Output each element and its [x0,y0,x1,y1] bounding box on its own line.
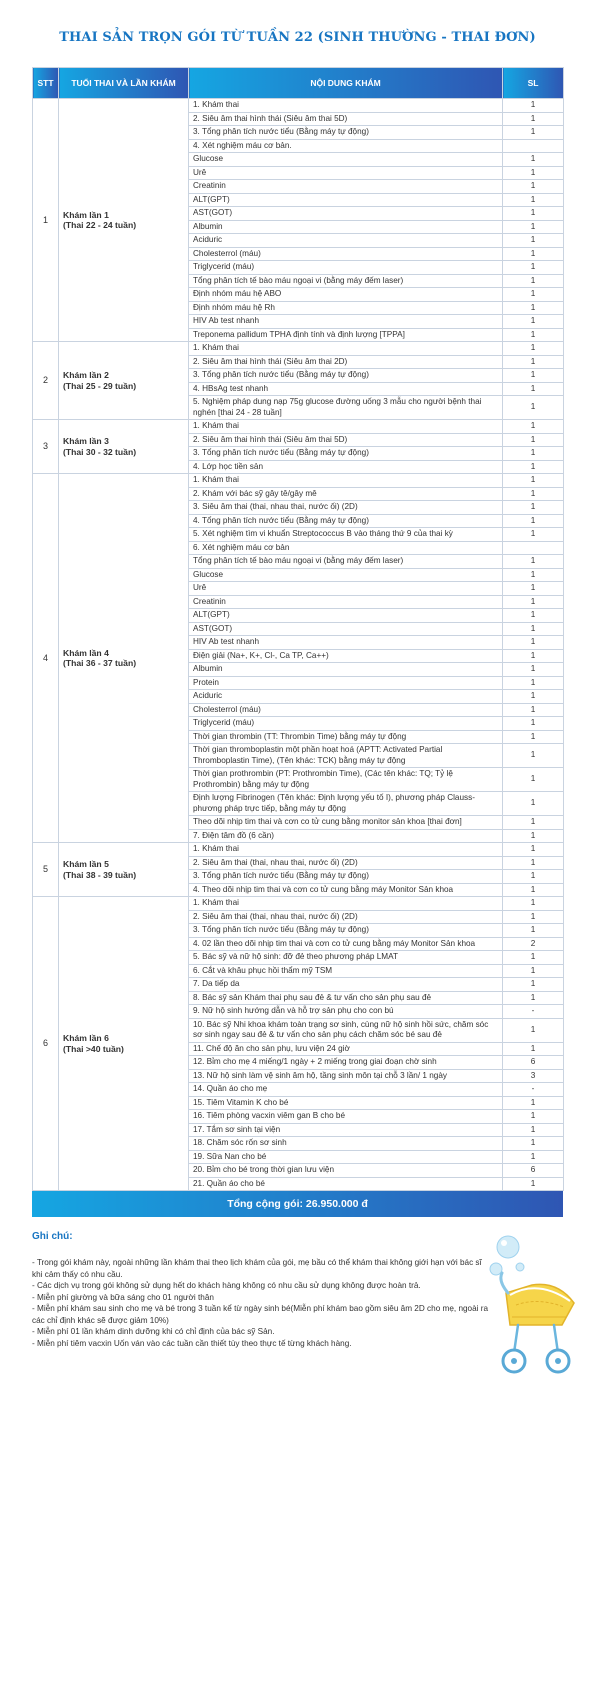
service-qty: 1 [503,663,564,677]
service-item: 11. Chế độ ăn cho sản phụ, lưu viện 24 giờ [189,1042,503,1056]
header-content: NỘI DUNG KHÁM [189,68,503,99]
visit-name: Khám lần 5 [63,859,109,869]
service-qty: 1 [503,964,564,978]
service-qty: 1 [503,234,564,248]
total-row [32,1191,563,1217]
service-qty: 1 [503,595,564,609]
visit-weeks: (Thai 25 - 29 tuần) [63,380,137,391]
package-table [32,67,564,1191]
service-qty: - [503,1005,564,1019]
page-title: THAI SẢN TRỌN GÓI TỪ TUẦN 22 (SINH THƯỜNG - THAI ĐƠN) [59,30,536,45]
service-qty: 1 [503,261,564,275]
service-item: 3. Siêu âm thai (thai, nhau thai, nước ối) (2D) [189,501,503,515]
visit-weeks: (Thai >40 tuần) [63,1043,124,1054]
service-item: 2. Khám với bác sỹ gây tê/gây mê [189,487,503,501]
visit-stt: 5 [33,843,59,897]
service-item: 5. Xét nghiệm tìm vi khuẩn Streptococcus B vào tháng thứ 9 của thai kỳ [189,528,503,542]
service-qty: 1 [503,501,564,515]
service-item: 1. Khám thai [189,474,503,488]
visit-weeks: (Thai 30 - 32 tuần) [63,446,137,457]
service-item: Glucose [189,568,503,582]
visit-stt: 1 [33,99,59,342]
service-qty: 1 [503,690,564,704]
service-qty: 1 [503,207,564,221]
service-item: 4. 02 lần theo dõi nhịp tim thai và cơn co tử cung bằng máy Monitor Sản khoa [189,937,503,951]
visit-stt: 4 [33,474,59,843]
service-qty: 1 [503,609,564,623]
service-item: Creatinin [189,595,503,609]
service-item: 9. Nữ hộ sinh hướng dẫn và hỗ trợ sản phụ cho con bú [189,1005,503,1019]
visit-name: Khám lần 4 [63,647,109,658]
service-qty: - [503,1083,564,1097]
table-row [33,99,564,113]
visit-weeks: (Thai 36 - 37 tuần) [63,658,137,668]
service-qty: 1 [503,328,564,342]
service-qty: 1 [503,816,564,830]
service-item: 3. Tổng phân tích nước tiểu (Bằng máy tự động) [189,924,503,938]
service-qty: 1 [503,126,564,140]
service-qty: 1 [503,447,564,461]
service-qty: 1 [503,288,564,302]
service-item: 8. Bác sỹ sản Khám thai phụ sau đẻ & tư vấn cho sản phụ sau đẻ [189,991,503,1005]
service-item: Theo dõi nhịp tim thai và cơn co tử cung bằng monitor sản khoa [thai đơn] [189,816,503,830]
service-qty: 6 [503,1164,564,1178]
service-qty: 1 [503,514,564,528]
visit-stt: 3 [33,420,59,474]
service-item: ALT(GPT) [189,609,503,623]
table-row [33,342,564,356]
service-qty: 1 [503,622,564,636]
visit-name: Khám lần 3 [63,436,109,446]
service-qty: 1 [503,991,564,1005]
service-item: 4. Lớp học tiền sản [189,460,503,474]
visit-stt: 6 [33,897,59,1191]
service-qty [503,541,564,555]
service-qty: 1 [503,676,564,690]
service-qty: 1 [503,1042,564,1056]
service-qty: 1 [503,555,564,569]
visit-label [59,843,189,897]
service-item: 4. Tổng phân tích nước tiểu (Bằng máy tự động) [189,514,503,528]
total-text: Tổng cộng gói: 26.950.000 đ [227,1198,368,1210]
service-item: Aciduric [189,234,503,248]
table-row [33,897,564,911]
service-item: 20. Bỉm cho bé trong thời gian lưu viện [189,1164,503,1178]
visit-weeks: (Thai 22 - 24 tuần) [63,220,137,230]
service-qty: 1 [503,420,564,434]
note-item: - Trong gói khám này, ngoài những lần khám thai theo lịch khám của gói, mẹ bầu có thể khám thai không giới hạn với bác sĩ khi cảm thấy có nhu cầu. [32,1258,482,1279]
service-qty: 1 [503,474,564,488]
service-qty: 1 [503,369,564,383]
service-item: 3. Tổng phân tích nước tiểu (Bằng máy tự động) [189,870,503,884]
service-item: Albumin [189,220,503,234]
note-item: - Miễn phí khám sau sinh cho mẹ và bé trong 3 tuần kể từ ngày sinh bé(Miễn phí khám bao gồm siêu âm 2D cho mẹ, ngoài ra các chỉ định khác sẽ được giảm 10%) [32,1304,489,1325]
service-item: Thời gian thrombin (TT: Thrombin Time) bằng máy tự động [189,730,503,744]
service-item: 6. Xét nghiệm máu cơ bản [189,541,503,555]
service-item: 15. Tiêm Vitamin K cho bé [189,1096,503,1110]
service-item: 21. Quần áo cho bé [189,1177,503,1191]
service-qty: 1 [503,792,564,816]
note-item: - Miễn phí tiêm vacxin Uốn ván vào các tuần cần thiết tùy theo thực tế từng khách hàng. [32,1338,352,1348]
service-item: AST(GOT) [189,622,503,636]
service-qty: 1 [503,582,564,596]
service-qty: 1 [503,193,564,207]
service-qty: 1 [503,951,564,965]
service-item: Cholesterrol (máu) [189,703,503,717]
service-qty: 1 [503,870,564,884]
service-item: 17. Tắm sơ sinh tại viện [189,1123,503,1137]
service-qty: 1 [503,1110,564,1124]
service-item: 1. Khám thai [189,420,503,434]
service-qty: 1 [503,744,564,768]
service-item: 2. Siêu âm thai hình thái (Siêu âm thai 5D) [189,433,503,447]
service-item: 12. Bỉm cho mẹ 4 miếng/1 ngày + 2 miếng trong giai đoạn chờ sinh [189,1056,503,1070]
service-qty: 1 [503,396,564,420]
service-qty: 1 [503,1096,564,1110]
note-item: - Các dịch vụ trong gói không sử dụng hết do khách hàng không có nhu cầu sử dụng không được hoàn trả. [32,1281,421,1290]
service-item: 4. Theo dõi nhịp tim thai và cơn co tử cung bằng máy Monitor Sản khoa [189,883,503,897]
header-qty: SL [503,68,564,99]
notes-heading: Ghi chú: [32,1231,73,1242]
service-qty: 1 [503,649,564,663]
service-item: 7. Da tiếp da [189,978,503,992]
service-item: 2. Siêu âm thai (thai, nhau thai, nước ối) (2D) [189,856,503,870]
service-item: 1. Khám thai [189,342,503,356]
service-qty: 1 [503,153,564,167]
service-qty: 6 [503,1056,564,1070]
service-qty: 1 [503,460,564,474]
baby-stroller-icon [488,1233,580,1383]
service-qty: 1 [503,843,564,857]
service-qty: 1 [503,99,564,113]
service-item: Tổng phân tích tế bào máu ngoại vi (bằng máy đếm laser) [189,555,503,569]
service-item: Thời gian thromboplastin một phần hoạt hoá (APTT: Activated Partial Thromboplastin Time), (Tên khác: TCK) bằng máy tự động [189,744,503,768]
visit-name: Khám lần 2 [63,370,109,380]
service-qty: 1 [503,1137,564,1151]
service-qty: 1 [503,112,564,126]
visit-label [59,342,189,420]
service-item: Triglycerid (máu) [189,717,503,731]
service-item: Glucose [189,153,503,167]
service-qty [503,139,564,153]
header-stt: STT [33,68,59,99]
visit-label [59,99,189,342]
service-qty: 1 [503,166,564,180]
service-qty: 2 [503,937,564,951]
service-qty: 1 [503,1018,564,1042]
service-qty: 1 [503,703,564,717]
service-qty: 1 [503,301,564,315]
service-qty: 1 [503,247,564,261]
service-item: 19. Sữa Nan cho bé [189,1150,503,1164]
service-item: Định lượng Fibrinogen (Tên khác: Định lượng yếu tố I), phương pháp Clauss- phương pháp trực tiếp, bằng máy tự động [189,792,503,816]
service-qty: 1 [503,924,564,938]
service-qty: 1 [503,717,564,731]
visit-label [59,897,189,1191]
service-item: Protein [189,676,503,690]
service-qty: 3 [503,1069,564,1083]
service-item: Thời gian prothrombin (PT: Prothrombin Time), (Các tên khác: TQ; Tỷ lệ Prothrombin) bằng máy tự động [189,768,503,792]
service-item: Triglycerid (máu) [189,261,503,275]
service-qty: 1 [503,568,564,582]
service-qty: 1 [503,433,564,447]
service-item: Định nhóm máu hệ Rh [189,301,503,315]
table-row [33,420,564,434]
service-item: 2. Siêu âm thai (thai, nhau thai, nước ối) (2D) [189,910,503,924]
service-item: 1. Khám thai [189,99,503,113]
service-item: 4. HBsAg test nhanh [189,382,503,396]
visit-label [59,474,189,843]
service-item: Điện giải (Na+, K+, Cl-, Ca TP, Ca++) [189,649,503,663]
service-item: Cholesterrol (máu) [189,247,503,261]
service-item: 7. Điện tâm đồ (6 cần) [189,829,503,843]
service-item: 4. Xét nghiệm máu cơ bản. [189,139,503,153]
service-item: 16. Tiêm phòng vacxin viêm gan B cho bé [189,1110,503,1124]
service-item: Urê [189,582,503,596]
visit-label [59,420,189,474]
notes-list [32,1257,492,1349]
service-item: 3. Tổng phân tích nước tiểu (Bằng máy tự động) [189,126,503,140]
service-qty: 1 [503,1150,564,1164]
service-item: Creatinin [189,180,503,194]
service-item: 3. Tổng phân tích nước tiểu (Bằng máy tự động) [189,369,503,383]
service-item: 10. Bác sỹ Nhi khoa khám toàn trạng sơ sinh, cùng nữ hộ sinh hồi sức, chăm sóc sơ sinh ngay sau đẻ & tư vấn cho sản phụ cách chăm sóc bé sau đẻ [189,1018,503,1042]
service-qty: 1 [503,856,564,870]
service-qty: 1 [503,274,564,288]
service-item: 5. Bác sỹ và nữ hộ sinh: đỡ đẻ theo phương pháp LMAT [189,951,503,965]
service-item: 1. Khám thai [189,843,503,857]
service-item: Urê [189,166,503,180]
service-item: 13. Nữ hộ sinh làm vệ sinh âm hộ, tầng sinh môn tại chỗ 3 lần/ 1 ngày [189,1069,503,1083]
note-item: - Miễn phí giường và bữa sáng cho 01 người thân [32,1292,214,1302]
service-qty: 1 [503,897,564,911]
service-qty: 1 [503,910,564,924]
service-qty: 1 [503,730,564,744]
service-item: 5. Nghiệm pháp dung nạp 75g glucose đường uống 3 mẫu cho người bệnh thai nghén [thai 24 - 28 tuần] [189,396,503,420]
service-qty: 1 [503,528,564,542]
service-item: Định nhóm máu hệ ABO [189,288,503,302]
table-body [33,99,564,1191]
service-qty: 1 [503,355,564,369]
visit-name: Khám lần 1 [63,209,109,220]
note-item: - Miễn phí 01 lần khám dinh dưỡng khi có chỉ định của bác sỹ Sản. [32,1327,275,1336]
service-qty: 1 [503,768,564,792]
header-visit: TUỔI THAI VÀ LẦN KHÁM [59,68,189,99]
table-header-row [33,68,564,99]
service-qty: 1 [503,978,564,992]
service-qty: 1 [503,487,564,501]
service-item: 2. Siêu âm thai hình thái (Siêu âm thai 5D) [189,112,503,126]
service-qty: 1 [503,829,564,843]
service-item: AST(GOT) [189,207,503,221]
visit-weeks: (Thai 38 - 39 tuần) [63,869,137,880]
service-item: Tổng phân tích tế bào máu ngoại vi (bằng máy đếm laser) [189,274,503,288]
service-item: 3. Tổng phân tích nước tiểu (Bằng máy tự động) [189,447,503,461]
service-qty: 1 [503,342,564,356]
visit-stt: 2 [33,342,59,420]
service-qty: 1 [503,883,564,897]
service-item: 2. Siêu âm thai hình thái (Siêu âm thai 2D) [189,355,503,369]
service-qty: 1 [503,220,564,234]
service-item: 18. Chăm sóc rốn sơ sinh [189,1137,503,1151]
service-item: Albumin [189,663,503,677]
table-row [33,843,564,857]
visit-name: Khám lần 6 [63,1033,109,1043]
service-item: Aciduric [189,690,503,704]
service-qty: 1 [503,382,564,396]
service-item: 14. Quần áo cho mẹ [189,1083,503,1097]
table-row [33,474,564,488]
service-item: ALT(GPT) [189,193,503,207]
service-item: HIV Ab test nhanh [189,315,503,329]
service-qty: 1 [503,180,564,194]
service-item: 6. Cắt và khâu phục hồi thẩm mỹ TSM [189,964,503,978]
service-item: HIV Ab test nhanh [189,636,503,650]
service-item: 1. Khám thai [189,897,503,911]
service-qty: 1 [503,1123,564,1137]
service-qty: 1 [503,1177,564,1191]
service-qty: 1 [503,636,564,650]
service-qty: 1 [503,315,564,329]
service-item: Treponema pallidum TPHA định tính và định lượng [TPPA] [189,328,503,342]
